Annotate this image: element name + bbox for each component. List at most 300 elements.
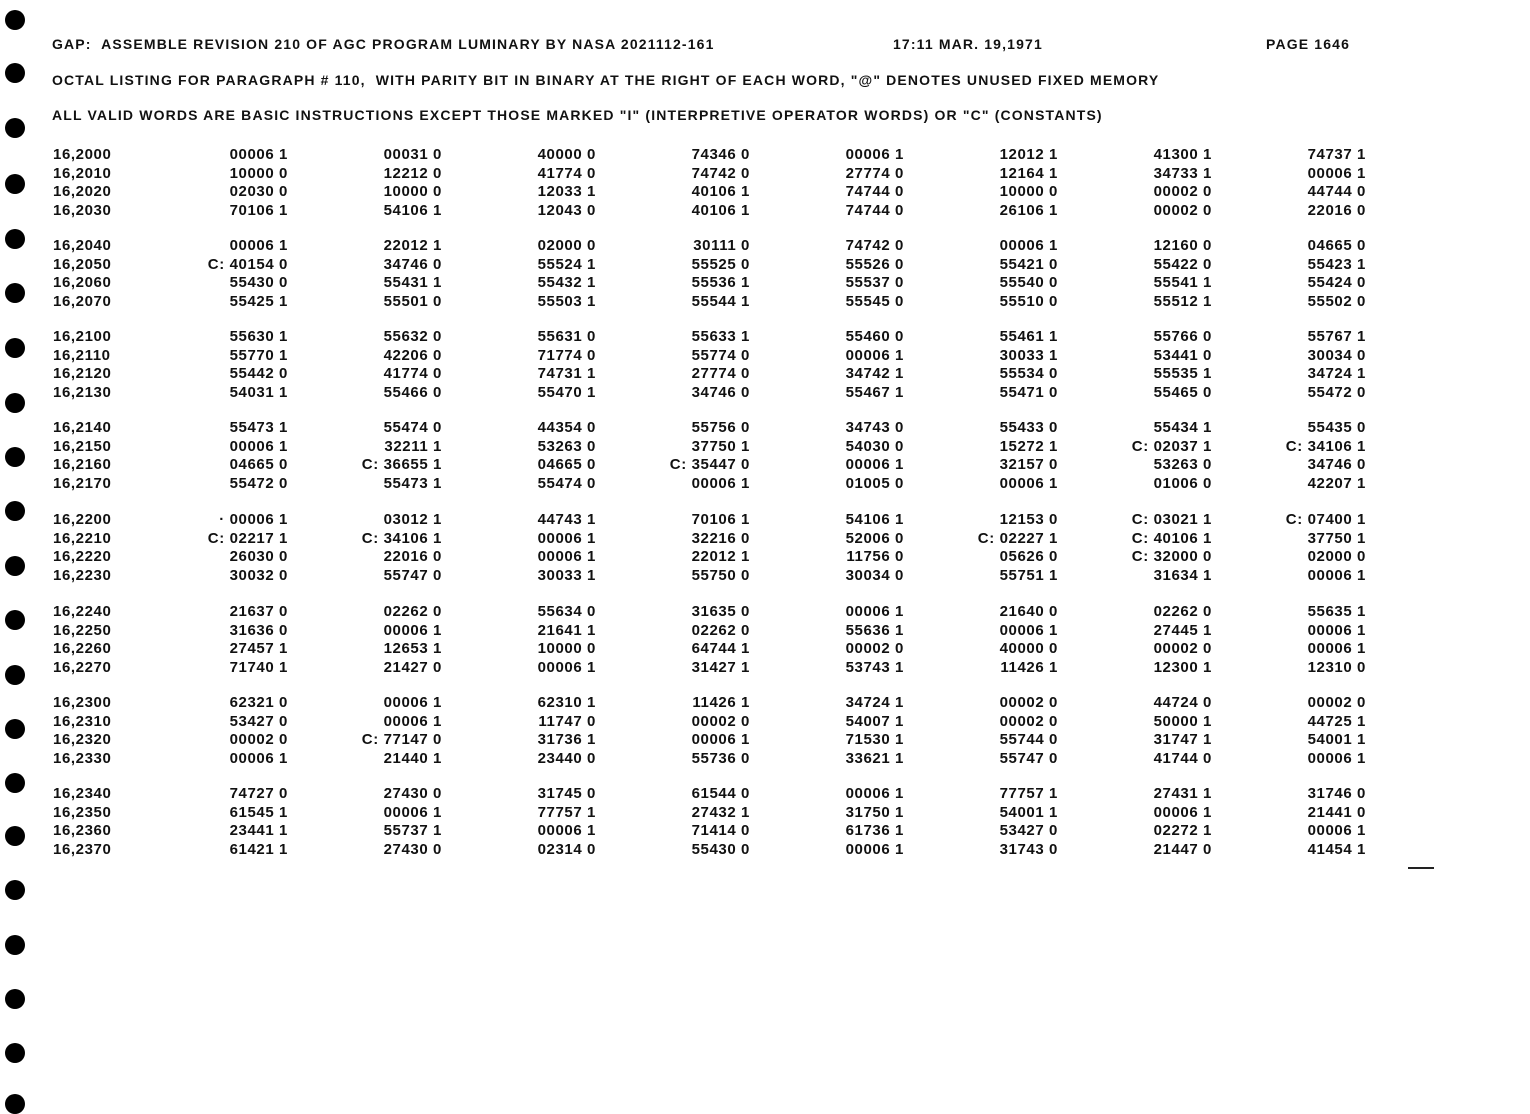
octal-word: C: 40106 1 <box>1131 529 1212 547</box>
listing-address: 16,2170 <box>53 474 112 492</box>
listing-address: 16,2110 <box>53 346 111 364</box>
octal-word: 55432 1 <box>537 274 596 292</box>
octal-word: 02262 0 <box>691 621 750 639</box>
octal-word: 54031 1 <box>229 383 288 401</box>
margin-mark <box>1408 867 1434 869</box>
octal-word: 55770 1 <box>229 346 288 364</box>
octal-word: 54106 1 <box>845 511 904 528</box>
octal-word: 10000 0 <box>537 640 596 658</box>
listing-address: 16,2060 <box>53 274 112 292</box>
octal-word: 53743 1 <box>845 658 904 676</box>
octal-word: 31634 1 <box>1153 566 1212 584</box>
octal-word: 44743 1 <box>537 511 596 528</box>
octal-word: 55434 1 <box>1153 419 1212 436</box>
octal-word: 55473 1 <box>383 474 442 492</box>
octal-word: 05626 0 <box>999 548 1058 566</box>
octal-word: 55430 0 <box>229 274 288 292</box>
header-title: GAP: ASSEMBLE REVISION 210 OF AGC PROGRAM LUMINARY BY NASA 2021112-161 <box>52 36 715 52</box>
octal-word: 55502 0 <box>1307 292 1366 310</box>
octal-word: 21447 0 <box>1153 840 1212 858</box>
octal-word: 70106 1 <box>229 201 288 219</box>
octal-word: C: 02217 1 <box>207 529 288 547</box>
listing-row <box>0 731 1530 749</box>
octal-word: 31736 1 <box>537 731 596 749</box>
octal-word: 00006 1 <box>845 146 904 163</box>
octal-word: 55636 1 <box>845 621 904 639</box>
listing-address: 16,2140 <box>53 419 112 436</box>
octal-word: 31743 0 <box>999 840 1058 858</box>
listing-address: 16,2210 <box>53 529 112 547</box>
octal-word: 37750 1 <box>1307 529 1366 547</box>
octal-word: 02030 0 <box>229 183 288 201</box>
octal-word: 00006 1 <box>537 658 596 676</box>
listing-address: 16,2250 <box>53 621 112 639</box>
octal-word: 55767 1 <box>1307 328 1366 345</box>
listing-address: 16,2360 <box>53 822 112 840</box>
listing-row <box>0 456 1530 474</box>
octal-word: 30032 0 <box>229 566 288 584</box>
octal-word: 55524 1 <box>537 255 596 273</box>
octal-word: 55633 1 <box>691 328 750 345</box>
octal-word: 55470 1 <box>537 383 596 401</box>
listing-address: 16,2040 <box>53 237 112 254</box>
octal-word: 27774 0 <box>691 365 750 383</box>
octal-word: 55632 0 <box>383 328 442 345</box>
octal-word: 34746 0 <box>1307 456 1366 474</box>
octal-word: 12160 0 <box>1153 237 1212 254</box>
octal-word: 40106 1 <box>691 183 750 201</box>
octal-word: 00006 1 <box>999 474 1058 492</box>
octal-word: 12164 1 <box>999 164 1058 182</box>
listing-address: 16,2130 <box>53 383 112 401</box>
octal-word: C: 35447 0 <box>669 456 750 474</box>
listing-address: 16,2370 <box>53 840 112 858</box>
octal-word: 55435 0 <box>1307 419 1366 436</box>
octal-word: 30033 1 <box>999 346 1058 364</box>
octal-word: 55747 0 <box>383 566 442 584</box>
octal-word: 42207 1 <box>1307 474 1366 492</box>
octal-word: 21441 0 <box>1307 803 1366 821</box>
octal-word: 33621 1 <box>845 749 904 767</box>
octal-word: 53441 0 <box>1153 346 1212 364</box>
octal-word: 22012 1 <box>383 237 442 254</box>
octal-word: 40106 1 <box>691 201 750 219</box>
octal-word: 55631 0 <box>537 328 596 345</box>
octal-word: 00002 0 <box>1153 201 1212 219</box>
octal-word: 12300 1 <box>1153 658 1212 676</box>
octal-word: 02262 0 <box>383 603 442 620</box>
octal-word: 26030 0 <box>229 548 288 566</box>
octal-word: 34746 0 <box>383 255 442 273</box>
octal-word: 00006 1 <box>1307 621 1366 639</box>
octal-word: 02000 0 <box>537 237 596 254</box>
octal-word: 00006 1 <box>1307 822 1366 840</box>
octal-word: 04665 0 <box>537 456 596 474</box>
octal-word: 00006 1 <box>691 474 750 492</box>
octal-word: 55442 0 <box>229 365 288 383</box>
octal-word: 00002 0 <box>999 712 1058 730</box>
octal-word: 00002 0 <box>1153 640 1212 658</box>
octal-word: 44725 1 <box>1307 712 1366 730</box>
octal-word: 55422 0 <box>1153 255 1212 273</box>
octal-word: 55750 0 <box>691 566 750 584</box>
octal-word: 30111 0 <box>693 237 750 254</box>
octal-word: 55634 0 <box>537 603 596 620</box>
octal-word: 21427 0 <box>383 658 442 676</box>
octal-word: 00006 1 <box>229 146 288 163</box>
octal-word: 00006 1 <box>845 785 904 802</box>
octal-word: 55545 0 <box>845 292 904 310</box>
octal-word: 54001 1 <box>1307 731 1366 749</box>
octal-word: 00006 1 <box>229 237 288 254</box>
listing-address: 16,2270 <box>53 658 112 676</box>
listing-address: 16,2220 <box>53 548 112 566</box>
listing-row <box>0 713 1530 731</box>
octal-word: 74727 0 <box>229 785 288 802</box>
octal-word: 74742 0 <box>845 237 904 254</box>
listing-address: 16,2230 <box>53 566 112 584</box>
octal-word: 40000 0 <box>537 146 596 163</box>
octal-word: 44354 0 <box>537 419 596 436</box>
octal-word: 12033 1 <box>537 183 596 201</box>
octal-word: 55756 0 <box>691 419 750 436</box>
octal-word: 74731 1 <box>537 365 596 383</box>
octal-word: 27430 0 <box>383 840 442 858</box>
octal-word: C: 36655 1 <box>361 456 442 474</box>
octal-word: 34746 0 <box>691 383 750 401</box>
octal-word: 21641 1 <box>537 621 596 639</box>
octal-word: 23441 1 <box>229 822 288 840</box>
octal-word: 00002 0 <box>229 731 288 749</box>
octal-word: 00006 1 <box>1153 803 1212 821</box>
octal-word: 27432 1 <box>691 803 750 821</box>
octal-word: 55466 0 <box>383 383 442 401</box>
octal-word: 03012 1 <box>383 511 442 528</box>
octal-word: 02000 0 <box>1307 548 1366 566</box>
listing-row <box>0 237 1530 255</box>
octal-word: 55744 0 <box>999 731 1058 749</box>
octal-word: 62321 0 <box>229 694 288 711</box>
listing-row <box>0 603 1530 621</box>
octal-word: 02262 0 <box>1153 603 1212 620</box>
listing-row <box>0 841 1530 859</box>
octal-word: 32157 0 <box>999 456 1058 474</box>
octal-word: 53427 0 <box>999 822 1058 840</box>
listing-row <box>0 365 1530 383</box>
octal-word: 00006 1 <box>229 437 288 455</box>
octal-word: 34733 1 <box>1153 164 1212 182</box>
octal-word: 00006 1 <box>1307 640 1366 658</box>
listing-address: 16,2260 <box>53 640 112 658</box>
octal-word: 55461 1 <box>999 328 1058 345</box>
octal-word: 55541 1 <box>1153 274 1212 292</box>
octal-word: 55544 1 <box>691 292 750 310</box>
octal-word: 31635 0 <box>691 603 750 620</box>
octal-word: 04665 0 <box>229 456 288 474</box>
octal-word: 54007 1 <box>845 712 904 730</box>
listing-row <box>0 384 1530 402</box>
listing-row <box>0 659 1530 677</box>
octal-word: 55526 0 <box>845 255 904 273</box>
octal-word: 55540 0 <box>999 274 1058 292</box>
octal-word: 27431 1 <box>1153 785 1212 802</box>
octal-word: 77757 1 <box>999 785 1058 802</box>
octal-word: 00006 1 <box>383 694 442 711</box>
octal-word: 00002 0 <box>1153 183 1212 201</box>
octal-word: 01005 0 <box>845 474 904 492</box>
octal-word: 00006 1 <box>537 529 596 547</box>
octal-word: C: 02227 1 <box>977 529 1058 547</box>
octal-word: 55471 0 <box>999 383 1058 401</box>
listing-row <box>0 694 1530 712</box>
listing-row <box>0 146 1530 164</box>
octal-word: 55472 0 <box>1307 383 1366 401</box>
octal-word: 55474 0 <box>537 474 596 492</box>
listing-address: 16,2200 <box>53 511 112 528</box>
octal-word: 11426 1 <box>1000 658 1058 676</box>
octal-word: 00006 1 <box>383 803 442 821</box>
octal-word: 00006 1 <box>845 840 904 858</box>
listing-row <box>0 640 1530 658</box>
octal-word: 55635 1 <box>1307 603 1366 620</box>
octal-word: 00006 1 <box>999 237 1058 254</box>
octal-word: 31746 0 <box>1307 785 1366 802</box>
listing-address: 16,2320 <box>53 731 112 749</box>
listing-row <box>0 419 1530 437</box>
octal-word: 41454 1 <box>1307 840 1366 858</box>
listing-row <box>0 183 1530 201</box>
listing-address: 16,2100 <box>53 328 112 345</box>
octal-word: 74346 0 <box>691 146 750 163</box>
listing-row <box>0 567 1530 585</box>
octal-word: 00006 1 <box>845 603 904 620</box>
octal-word: 12043 0 <box>537 201 596 219</box>
octal-word: 77757 1 <box>537 803 596 821</box>
octal-word: 55501 0 <box>383 292 442 310</box>
octal-word: 15272 1 <box>999 437 1058 455</box>
header-page-number: PAGE 1646 <box>1266 36 1351 52</box>
listing-row <box>0 622 1530 640</box>
octal-word: C: 32000 0 <box>1131 548 1212 566</box>
octal-word: 53263 0 <box>537 437 596 455</box>
listing-address: 16,2340 <box>53 785 112 802</box>
octal-word: C: 07400 1 <box>1285 511 1366 528</box>
octal-word: 00002 0 <box>1307 694 1366 711</box>
listing-row <box>0 165 1530 183</box>
octal-word: 61736 1 <box>845 822 904 840</box>
octal-word: 55472 0 <box>229 474 288 492</box>
octal-word: 00006 1 <box>691 731 750 749</box>
octal-word: 55421 0 <box>999 255 1058 273</box>
octal-word: 74742 0 <box>691 164 750 182</box>
octal-word: 41774 0 <box>537 164 596 182</box>
octal-word: 55473 1 <box>229 419 288 436</box>
octal-word: 53427 0 <box>229 712 288 730</box>
listing-row <box>0 274 1530 292</box>
octal-word: 00002 0 <box>999 694 1058 711</box>
octal-word: 55512 1 <box>1153 292 1212 310</box>
octal-word: 70106 1 <box>691 511 750 528</box>
octal-word: 34724 1 <box>1307 365 1366 383</box>
octal-word: 01006 0 <box>1153 474 1212 492</box>
octal-word: 12653 1 <box>383 640 442 658</box>
octal-word: 74744 0 <box>845 201 904 219</box>
octal-word: 71530 1 <box>845 731 904 749</box>
octal-word: 54106 1 <box>383 201 442 219</box>
listing-address: 16,2330 <box>53 749 112 767</box>
octal-word: 21640 0 <box>999 603 1058 620</box>
octal-word: 55430 0 <box>691 840 750 858</box>
octal-word: 55736 0 <box>691 749 750 767</box>
octal-word: 41774 0 <box>383 365 442 383</box>
octal-word: · 00006 1 <box>219 511 288 528</box>
octal-word: 53263 0 <box>1153 456 1212 474</box>
octal-word: 55423 1 <box>1307 255 1366 273</box>
listing-address: 16,2070 <box>53 292 112 310</box>
octal-word: 32211 1 <box>384 437 442 455</box>
octal-word: 41300 1 <box>1153 146 1212 163</box>
listing-row <box>0 347 1530 365</box>
octal-word: 11426 1 <box>692 694 750 711</box>
octal-word: 41744 0 <box>1153 749 1212 767</box>
octal-word: 34743 0 <box>845 419 904 436</box>
octal-word: 61544 0 <box>691 785 750 802</box>
listing-address: 16,2240 <box>53 603 112 620</box>
octal-word: 55433 0 <box>999 419 1058 436</box>
octal-word: 04665 0 <box>1307 237 1366 254</box>
listing-address: 16,2000 <box>53 146 112 163</box>
octal-word: 55474 0 <box>383 419 442 436</box>
octal-word: 54030 0 <box>845 437 904 455</box>
octal-word: 55525 0 <box>691 255 750 273</box>
listing-address: 16,2020 <box>53 183 112 201</box>
octal-word: 55751 1 <box>999 566 1058 584</box>
octal-word: 26106 1 <box>999 201 1058 219</box>
octal-word: 55534 0 <box>999 365 1058 383</box>
listing-address: 16,2310 <box>53 712 112 730</box>
octal-word: 00006 1 <box>383 621 442 639</box>
listing-address: 16,2030 <box>53 201 112 219</box>
octal-word: 00006 1 <box>1307 749 1366 767</box>
octal-word: 31427 1 <box>691 658 750 676</box>
listing-address: 16,2150 <box>53 437 112 455</box>
octal-word: 00002 0 <box>845 640 904 658</box>
octal-word: C: 40154 0 <box>207 255 288 273</box>
octal-word: 55467 1 <box>845 383 904 401</box>
octal-word: 12153 0 <box>999 511 1058 528</box>
header-word-legend: ALL VALID WORDS ARE BASIC INSTRUCTIONS EXCEPT THOSE MARKED "I" (INTERPRETIVE OPERATOR WORDS) OR "C" (CONSTANTS) <box>52 107 1103 123</box>
octal-word: 71774 0 <box>537 346 596 364</box>
listing-row <box>0 804 1530 822</box>
listing-address: 16,2300 <box>53 694 112 711</box>
listing-row <box>0 293 1530 311</box>
octal-word: 00006 1 <box>999 621 1058 639</box>
octal-word: 55536 1 <box>691 274 750 292</box>
octal-word: 00006 1 <box>383 712 442 730</box>
octal-word: 74744 0 <box>845 183 904 201</box>
octal-word: 00031 0 <box>383 146 442 163</box>
octal-word: 31750 1 <box>845 803 904 821</box>
octal-word: 10000 0 <box>999 183 1058 201</box>
listing-row <box>0 202 1530 220</box>
header-listing-description: OCTAL LISTING FOR PARAGRAPH # 110, WITH PARITY BIT IN BINARY AT THE RIGHT OF EACH WORD, "@" DENOTES UNUSED FIXED MEMORY <box>52 72 1160 88</box>
octal-word: 55431 1 <box>383 274 442 292</box>
octal-word: 55766 0 <box>1153 328 1212 345</box>
octal-word: 31747 1 <box>1153 731 1212 749</box>
octal-word: 11747 0 <box>538 712 596 730</box>
octal-word: 00006 1 <box>537 548 596 566</box>
octal-word: C: 77147 0 <box>361 731 442 749</box>
octal-word: 12012 1 <box>999 146 1058 163</box>
octal-word: 00006 1 <box>845 456 904 474</box>
listing-row <box>0 822 1530 840</box>
octal-word: 42206 0 <box>383 346 442 364</box>
octal-word: 12212 0 <box>383 164 442 182</box>
octal-word: 00006 1 <box>1307 566 1366 584</box>
octal-word: 64744 1 <box>691 640 750 658</box>
octal-word: 00006 1 <box>229 749 288 767</box>
octal-word: 55537 0 <box>845 274 904 292</box>
octal-word: 55425 1 <box>229 292 288 310</box>
octal-word: 12310 0 <box>1307 658 1366 676</box>
listing-row <box>0 256 1530 274</box>
header-timestamp: 17:11 MAR. 19,1971 <box>893 36 1043 52</box>
octal-word: 55630 1 <box>229 328 288 345</box>
octal-word: 27430 0 <box>383 785 442 802</box>
octal-word: 55535 1 <box>1153 365 1212 383</box>
listing-address: 16,2160 <box>53 456 112 474</box>
octal-word: 74737 1 <box>1307 146 1366 163</box>
octal-word: 27457 1 <box>229 640 288 658</box>
octal-word: C: 02037 1 <box>1131 437 1212 455</box>
listing-row <box>0 548 1530 566</box>
octal-word: 55465 0 <box>1153 383 1212 401</box>
octal-word: C: 03021 1 <box>1131 511 1212 528</box>
octal-word: 44724 0 <box>1153 694 1212 711</box>
octal-word: 27774 0 <box>845 164 904 182</box>
octal-word: 54001 1 <box>999 803 1058 821</box>
listing-row <box>0 750 1530 768</box>
listing-row <box>0 438 1530 456</box>
octal-word: 31745 0 <box>537 785 596 802</box>
octal-word: 71414 0 <box>691 822 750 840</box>
octal-word: 11756 0 <box>846 548 904 566</box>
octal-word: 21440 1 <box>383 749 442 767</box>
octal-word: 31636 0 <box>229 621 288 639</box>
octal-word: 55460 0 <box>845 328 904 345</box>
octal-word: 55424 0 <box>1307 274 1366 292</box>
octal-word: 61421 1 <box>229 840 288 858</box>
listing-address: 16,2350 <box>53 803 112 821</box>
octal-word: 02272 1 <box>1153 822 1212 840</box>
octal-word: 32216 0 <box>691 529 750 547</box>
octal-word: 50000 1 <box>1153 712 1212 730</box>
octal-word: 22012 1 <box>691 548 750 566</box>
octal-word: 00002 0 <box>691 712 750 730</box>
octal-word: 44744 0 <box>1307 183 1366 201</box>
octal-word: 00006 1 <box>537 822 596 840</box>
listing-row <box>0 530 1530 548</box>
octal-word: 55510 0 <box>999 292 1058 310</box>
octal-word: 10000 0 <box>229 164 288 182</box>
octal-word: 27445 1 <box>1153 621 1212 639</box>
octal-word: 34724 1 <box>845 694 904 711</box>
octal-word: 40000 0 <box>999 640 1058 658</box>
octal-word: 30033 1 <box>537 566 596 584</box>
octal-word: 30034 0 <box>845 566 904 584</box>
listing-address: 16,2010 <box>53 164 112 182</box>
octal-word: 55503 1 <box>537 292 596 310</box>
